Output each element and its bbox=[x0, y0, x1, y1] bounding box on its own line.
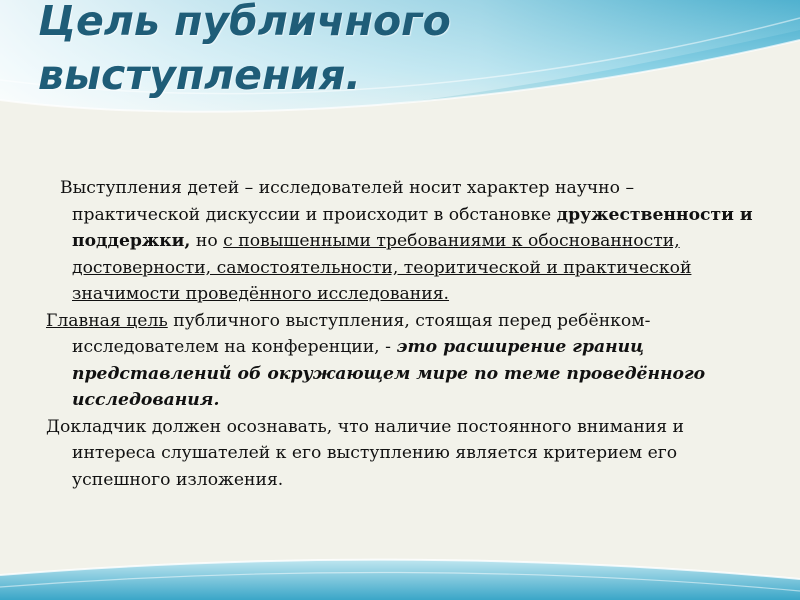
p1-bold: дружественности и поддержки, bbox=[72, 204, 753, 251]
paragraph-3 bbox=[46, 414, 756, 494]
paragraph-2 bbox=[46, 308, 756, 414]
p1-mid: но bbox=[190, 231, 224, 251]
p2-underlined-label: Главная цель bbox=[46, 310, 168, 331]
p1-underlined: с повышенными требованиями к обоснованности, достоверности, самостоятельности, теоритической и практической значимости проведённого исследования. bbox=[72, 231, 692, 304]
p1-intro: Выступления детей – исследователей носит характер научно –практической дискуссии и происходит в обстановке bbox=[60, 178, 635, 225]
p2-text: публичного выступления, стоящая перед ребёнком-исследователем на конференции, - bbox=[72, 310, 651, 357]
title-line-1: Цель публичного bbox=[38, 0, 451, 45]
title-line-2: выступления. bbox=[38, 51, 361, 99]
slide-title bbox=[38, 0, 758, 102]
paragraph-1 bbox=[46, 175, 756, 308]
p2-emphasis: это расширение границ представлений об окружающем мире по теме проведённого исследования. bbox=[72, 337, 706, 410]
p3-text: Докладчик должен осознавать, что наличие постоянного внимания и интереса слушателей к его выступлению является критерием его успешного изложения. bbox=[46, 416, 684, 490]
bottom-wave-decoration bbox=[0, 545, 800, 600]
slide-body bbox=[46, 175, 756, 493]
